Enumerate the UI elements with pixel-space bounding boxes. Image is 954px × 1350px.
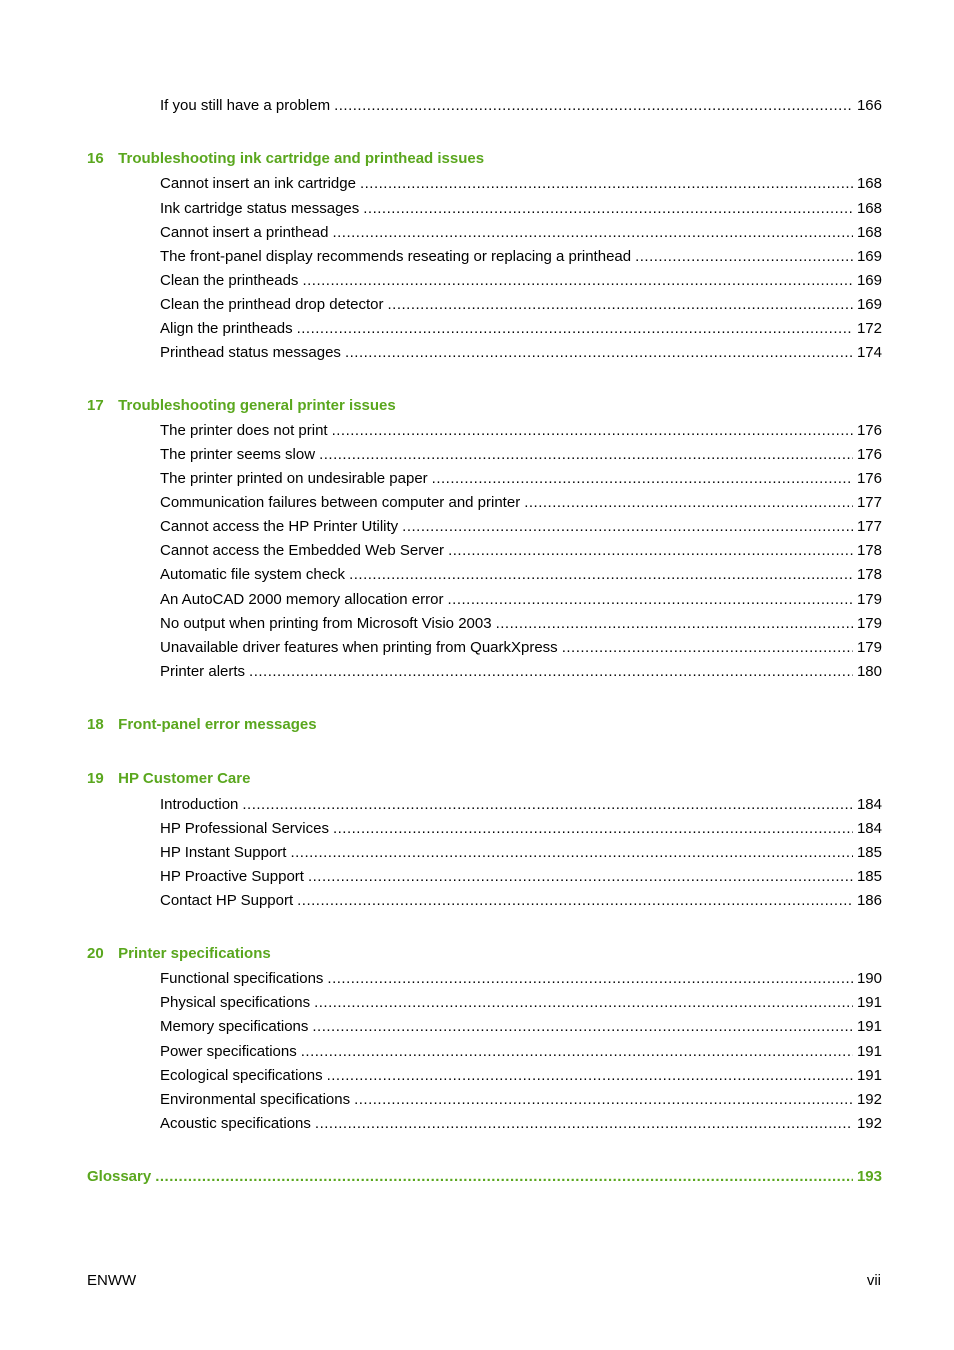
dot-leader xyxy=(290,843,853,863)
toc-entry-page: 176 xyxy=(856,470,882,487)
toc-entry[interactable] xyxy=(160,1114,882,1134)
toc-entry-page: 184 xyxy=(856,796,882,813)
dot-leader xyxy=(319,445,853,465)
toc-entry[interactable] xyxy=(160,1066,882,1086)
toc-entry[interactable] xyxy=(160,421,882,441)
toc-entry-title: An AutoCAD 2000 memory allocation error xyxy=(160,591,444,608)
dot-leader xyxy=(635,247,853,267)
toc-entry-page: 184 xyxy=(856,820,882,837)
toc-entry-title: The printer printed on undesirable paper xyxy=(160,470,428,487)
dot-leader xyxy=(448,541,853,561)
chapter-heading-18[interactable] xyxy=(87,715,317,735)
toc-entry-page: 169 xyxy=(856,272,882,289)
toc-entry-page: 168 xyxy=(856,200,882,217)
dot-leader xyxy=(562,638,853,658)
toc-entry-page: 178 xyxy=(856,542,882,559)
toc-entry[interactable] xyxy=(160,795,882,815)
dot-leader xyxy=(155,1167,853,1187)
toc-entry-page: 190 xyxy=(856,970,882,987)
dot-leader xyxy=(333,819,853,839)
chapter-number: 19 xyxy=(87,770,104,787)
toc-entry-title: Functional specifications xyxy=(160,970,324,987)
toc-entry-title: No output when printing from Microsoft Visio 2003 xyxy=(160,615,492,632)
toc-entry[interactable] xyxy=(160,969,882,989)
chapter-heading-17[interactable] xyxy=(87,396,396,416)
toc-entry-page: 180 xyxy=(856,663,882,680)
toc-entry-page: 179 xyxy=(856,591,882,608)
toc-entry-page: 185 xyxy=(856,868,882,885)
toc-entry[interactable] xyxy=(160,96,882,116)
dot-leader xyxy=(332,223,853,243)
toc-entry-title: Ecological specifications xyxy=(160,1067,323,1084)
toc-entry[interactable] xyxy=(160,614,882,634)
dot-leader xyxy=(496,614,853,634)
toc-entry-title: The front-panel display recommends reseating or replacing a printhead xyxy=(160,248,632,265)
dot-leader xyxy=(524,493,853,513)
toc-entry[interactable] xyxy=(160,867,882,887)
dot-leader xyxy=(334,96,853,116)
toc-entry-page: 185 xyxy=(856,844,882,861)
toc-entry-title: Cannot insert an ink cartridge xyxy=(160,175,356,192)
toc-entry[interactable] xyxy=(160,1042,882,1062)
toc-entry-page: 179 xyxy=(856,615,882,632)
dot-leader xyxy=(315,1114,853,1134)
dot-leader xyxy=(312,1017,853,1037)
toc-entry-page: 176 xyxy=(856,422,882,439)
dot-leader xyxy=(432,469,853,489)
footer-page-number: vii xyxy=(866,1272,881,1289)
toc-entry-page: 176 xyxy=(856,446,882,463)
toc-entry-page: 178 xyxy=(856,566,882,583)
toc-entry[interactable] xyxy=(160,174,882,194)
toc-entry[interactable] xyxy=(160,517,882,537)
dot-leader xyxy=(302,271,853,291)
dot-leader xyxy=(447,590,852,610)
chapter-heading-16[interactable] xyxy=(87,149,484,169)
toc-entry[interactable] xyxy=(160,565,882,585)
dot-leader xyxy=(363,199,853,219)
chapter-title: Printer specifications xyxy=(118,945,271,962)
toc-entry[interactable] xyxy=(160,1090,882,1110)
toc-entry[interactable] xyxy=(160,843,882,863)
toc-entry-title: Automatic file system check xyxy=(160,566,346,583)
toc-entry-title: If you still have a problem xyxy=(160,97,331,114)
toc-entry[interactable] xyxy=(160,590,882,610)
toc-entry-page: 186 xyxy=(856,892,882,909)
chapter-number: 20 xyxy=(87,945,104,962)
toc-entry[interactable] xyxy=(160,541,882,561)
toc-entry-title: HP Professional Services xyxy=(160,820,329,837)
toc-entry-page: 192 xyxy=(856,1091,882,1108)
toc-entry-title: Cannot insert a printhead xyxy=(160,224,329,241)
toc-entry-title: Align the printheads xyxy=(160,320,293,337)
toc-entry-page: 169 xyxy=(856,248,882,265)
toc-entry[interactable] xyxy=(160,993,882,1013)
toc-entry-title: Cannot access the Embedded Web Server xyxy=(160,542,445,559)
toc-entry[interactable] xyxy=(160,199,882,219)
chapter-number: 18 xyxy=(87,716,104,733)
toc-entry-title: Clean the printhead drop detector xyxy=(160,296,384,313)
dot-leader xyxy=(249,662,853,682)
chapter-title: Front-panel error messages xyxy=(118,716,317,733)
toc-entry-title: Unavailable driver features when printing from QuarkXpress xyxy=(160,639,558,656)
toc-entry-title: Environmental specifications xyxy=(160,1091,351,1108)
toc-entry-page: 191 xyxy=(856,1043,882,1060)
toc-entry-page: 192 xyxy=(856,1115,882,1132)
toc-entry[interactable] xyxy=(160,891,882,911)
dot-leader xyxy=(308,867,853,887)
toc-entry-page: 169 xyxy=(856,296,882,313)
toc-entry-page: 177 xyxy=(856,518,882,535)
toc-entry[interactable] xyxy=(160,638,882,658)
toc-entry-page: 174 xyxy=(856,344,882,361)
toc-entry[interactable] xyxy=(160,445,882,465)
toc-entry[interactable] xyxy=(160,469,882,489)
chapter-title: Troubleshooting ink cartridge and printhead issues xyxy=(118,150,485,167)
toc-entry-page: 191 xyxy=(856,1067,882,1084)
toc-entry-title: Communication failures between computer and printer xyxy=(160,494,521,511)
glossary-title: Glossary xyxy=(87,1168,152,1185)
toc-entry-title: Physical specifications xyxy=(160,994,311,1011)
toc-entry[interactable] xyxy=(160,223,882,243)
toc-entry-title: Clean the printheads xyxy=(160,272,299,289)
dot-leader xyxy=(345,343,853,363)
toc-entry[interactable] xyxy=(160,662,882,682)
toc-entry-title: Cannot access the HP Printer Utility xyxy=(160,518,399,535)
toc-entry[interactable] xyxy=(160,295,882,315)
chapter-title: Troubleshooting general printer issues xyxy=(118,397,396,414)
toc-entry-title: Printhead status messages xyxy=(160,344,341,361)
dot-leader xyxy=(387,295,852,315)
toc-entry[interactable] xyxy=(160,343,882,363)
toc-entry-page: 191 xyxy=(856,1018,882,1035)
dot-leader xyxy=(297,891,853,911)
toc-entry[interactable] xyxy=(160,319,882,339)
toc-entry-title: Contact HP Support xyxy=(160,892,294,909)
dot-leader xyxy=(349,565,853,585)
dot-leader xyxy=(297,319,853,339)
dot-leader xyxy=(314,993,853,1013)
chapter-heading-19[interactable] xyxy=(87,769,250,789)
toc-entry[interactable] xyxy=(160,819,882,839)
toc-entry[interactable] xyxy=(160,247,882,267)
chapter-heading-20[interactable] xyxy=(87,944,271,964)
toc-entry-page: 166 xyxy=(856,97,882,114)
toc-entry-title: The printer does not print xyxy=(160,422,328,439)
toc-entry-title: Introduction xyxy=(160,796,239,813)
footer-label: ENWW xyxy=(87,1272,137,1289)
dot-leader xyxy=(354,1090,853,1110)
chapter-number: 16 xyxy=(87,150,104,167)
toc-entry[interactable] xyxy=(160,271,882,291)
toc-entry[interactable] xyxy=(160,1017,882,1037)
toc-entry-page: 179 xyxy=(856,639,882,656)
chapter-number: 17 xyxy=(87,397,104,414)
toc-entry-title: The printer seems slow xyxy=(160,446,316,463)
toc-entry-title: Acoustic specifications xyxy=(160,1115,311,1132)
dot-leader xyxy=(332,421,853,441)
toc-entry-title: HP Instant Support xyxy=(160,844,287,861)
dot-leader xyxy=(301,1042,853,1062)
toc-entry-title: Memory specifications xyxy=(160,1018,309,1035)
dot-leader xyxy=(402,517,853,537)
dot-leader xyxy=(327,969,853,989)
toc-entry-title: Ink cartridge status messages xyxy=(160,200,360,217)
toc-entry-page: 168 xyxy=(856,175,882,192)
toc-entry-page: 168 xyxy=(856,224,882,241)
toc-entry-title: HP Proactive Support xyxy=(160,868,304,885)
glossary-page: 193 xyxy=(856,1168,882,1185)
toc-entry-page: 172 xyxy=(856,320,882,337)
glossary-entry[interactable] xyxy=(87,1167,882,1187)
dot-leader xyxy=(360,174,853,194)
dot-leader xyxy=(242,795,853,815)
toc-entry-page: 177 xyxy=(856,494,882,511)
dot-leader xyxy=(327,1066,853,1086)
toc-entry-title: Power specifications xyxy=(160,1043,297,1060)
toc-entry-page: 191 xyxy=(856,994,882,1011)
toc-entry[interactable] xyxy=(160,493,882,513)
toc-entry-title: Printer alerts xyxy=(160,663,246,680)
chapter-title: HP Customer Care xyxy=(118,770,251,787)
